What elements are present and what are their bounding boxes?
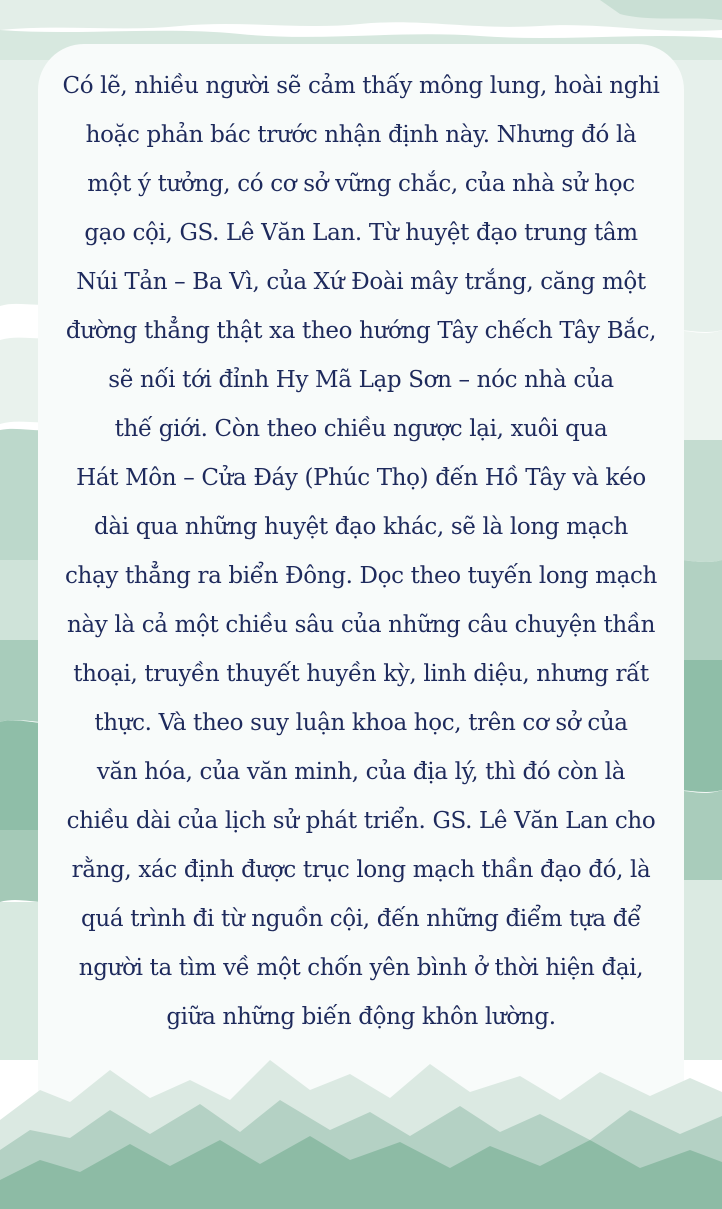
- mountain-silhouette: [0, 1040, 722, 1209]
- text-line: đường thẳng thật xa theo hướng Tây chếch Tây Bắc,: [65, 318, 657, 344]
- text-line: thế giới. Còn theo chiều ngược lại, xuôi qua: [114, 416, 608, 442]
- article-text: [38, 62, 684, 1042]
- text-line: thoại, truyền thuyết huyền kỳ, linh diệu, nhưng rất: [73, 661, 649, 687]
- text-line: quá trình đi từ nguồn cội, đến những điểm tựa để: [81, 906, 641, 932]
- text-line: hoặc phản bác trước nhận định này. Nhưng đó là: [85, 122, 637, 148]
- text-line: Núi Tản – Ba Vì, của Xứ Đoài mây trắng, căng một: [76, 269, 646, 295]
- text-line: rằng, xác định được trục long mạch thần đạo đó, là: [71, 857, 651, 883]
- text-line: chạy thẳng ra biển Đông. Dọc theo tuyến long mạch: [64, 563, 657, 589]
- text-line: một ý tưởng, có cơ sở vững chắc, của nhà sử học: [87, 171, 635, 197]
- text-line: Hát Môn – Cửa Đáy (Phúc Thọ) đến Hồ Tây và kéo: [76, 465, 646, 491]
- text-line: sẽ nối tới đỉnh Hy Mã Lạp Sơn – nóc nhà của: [108, 367, 614, 393]
- text-line: chiều dài của lịch sử phát triển. GS. Lê Văn Lan cho: [66, 808, 656, 834]
- text-line: văn hóa, của văn minh, của địa lý, thì đó còn là: [96, 759, 626, 785]
- text-line: thực. Và theo suy luận khoa học, trên cơ sở của: [94, 710, 628, 736]
- text-line: Có lẽ, nhiều người sẽ cảm thấy mông lung, hoài nghi: [62, 73, 660, 99]
- text-line: dài qua những huyệt đạo khác, sẽ là long mạch: [94, 514, 628, 540]
- text-line: giữa những biến động khôn lường.: [166, 1004, 556, 1030]
- text-line: người ta tìm về một chốn yên bình ở thời hiện đại,: [78, 955, 644, 981]
- text-line: này là cả một chiều sâu của những câu chuyện thần: [66, 612, 656, 638]
- text-line: gạo cội, GS. Lê Văn Lan. Từ huyệt đạo trung tâm: [84, 220, 638, 246]
